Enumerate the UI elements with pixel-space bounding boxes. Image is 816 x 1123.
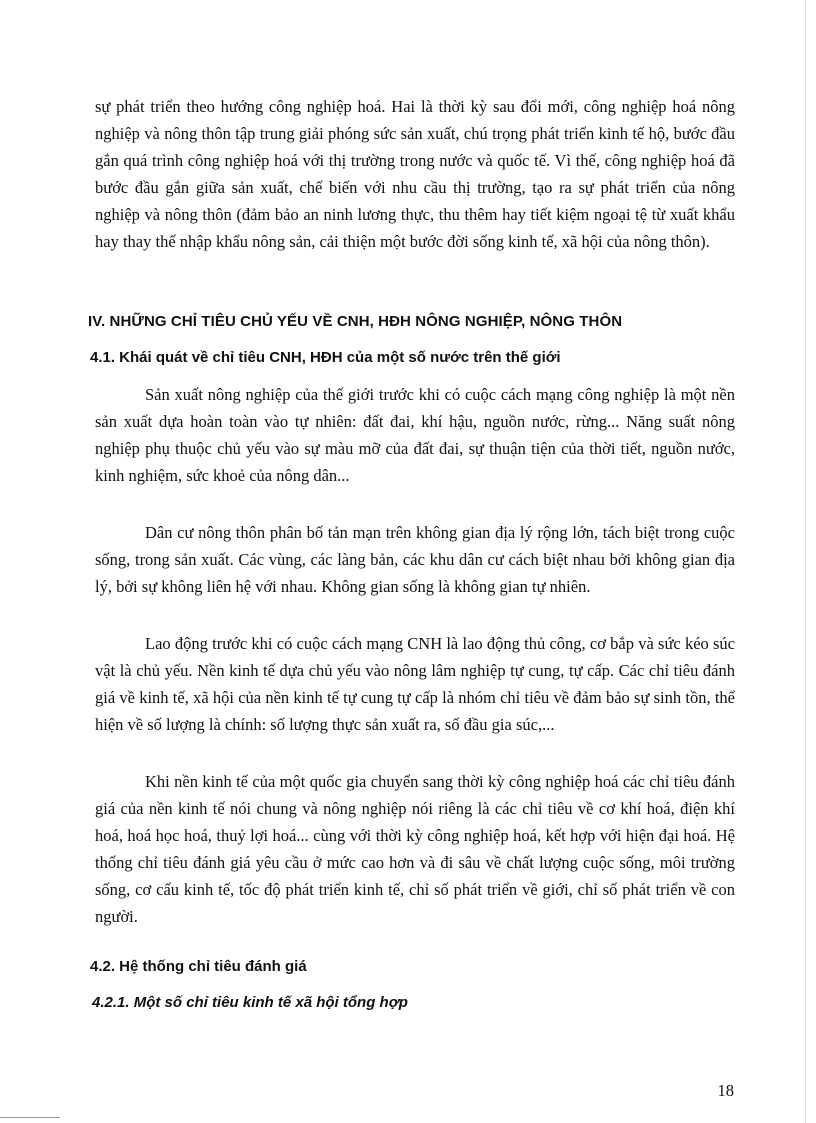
paragraph-3: Lao động trước khi có cuộc cách mạng CNH là lao động thủ công, cơ bắp và sức kéo súc vật là chủ yếu. Nền kinh tế dựa chủ yếu vào nông lâm nghiệp tự cung, tự cấp. Các chỉ tiêu đánh giá về kinh tế, xã hội của nền kinh tế tự cung tự cấp là nhóm chỉ tiêu về đảm bảo sự sinh tồn, thể hiện về số lượng là chính: số lượng thực sản xuất ra, số đầu gia súc,... <box>95 634 735 734</box>
section-heading: IV. NHỮNG CHỈ TIÊU CHỦ YẾU VỀ CNH, HĐH NÔNG NGHIỆP, NÔNG THÔN <box>88 313 623 330</box>
paragraph-1: Sản xuất nông nghiệp của thế giới trước khi có cuộc cách mạng công nghiệp là một nền sản xuất dựa hoàn toàn vào tự nhiên: đất đai, khí hậu, nguồn nước, rừng... Năng suất nông nghiệp phụ thuộc chủ yếu vào sự màu mỡ của đất đai, sự thuận tiện của thời tiết, nguồn nước, kinh nghiệm, sức khoẻ của nông dân... <box>95 385 735 485</box>
page-number: 18 <box>717 1081 734 1100</box>
subsection-2-heading: 4.2. Hệ thống chỉ tiêu đánh giá <box>90 958 307 975</box>
intro-paragraph: sự phát triển theo hướng công nghiệp hoá. Hai là thời kỳ sau đổi mới, công nghiệp hoá nông nghiệp và nông thôn tập trung giải phóng sức sản xuất, chú trọng phát triển kinh tế hộ, bước đầu gắn quá trình công nghiệp hoá với thị trường trong nước và quốc tế. Vì thế, công nghiệp hoá đã bước đầu gắn giữa sản xuất, chế biến với nhu cầu thị trường, tạo ra sự phát triển của nông nghiệp và nông thôn (đảm bảo an ninh lương thực, thu thêm hay tiết kiệm ngoại tệ từ xuất khẩu hay thay thế nhập khẩu nông sản, cải thiện một bước đời sống kinh tế, xã hội của nông thôn). <box>95 97 735 251</box>
subsubsection-heading: 4.2.1. Một số chỉ tiêu kinh tế xã hội tổng hợp <box>92 994 408 1011</box>
scan-edge-right <box>805 0 806 1123</box>
paragraph-4: Khi nền kinh tế của một quốc gia chuyển sang thời kỳ công nghiệp hoá các chỉ tiêu đánh giá của nền kinh tế nói chung và nông nghiệp nói riêng là các chỉ tiêu về cơ khí hoá, điện khí hoá, hoá học hoá, thuỷ lợi hoá... cùng với thời kỳ công nghiệp hoá, kết hợp với hiện đại hoá. Hệ thống chỉ tiêu đánh giá yêu cầu ở mức cao hơn và đi sâu về chất lượng cuộc sống, môi trường sống, cơ cấu kinh tế, tốc độ phát triển kinh tế, chỉ số phát triển về giới, chỉ số phát triển về con người. <box>95 772 735 926</box>
paragraph-2: Dân cư nông thôn phân bố tản mạn trên không gian địa lý rộng lớn, tách biệt trong cuộc sống, trong sản xuất. Các vùng, các làng bản, các khu dân cư cách biệt nhau bởi không gian địa lý, bởi sự không liên hệ với nhau. Không gian sống là không gian tự nhiên. <box>95 523 735 596</box>
scan-edge-line <box>0 1117 60 1118</box>
subsection-1-heading: 4.1. Khái quát về chỉ tiêu CNH, HĐH của một số nước trên thế giới <box>90 349 561 366</box>
